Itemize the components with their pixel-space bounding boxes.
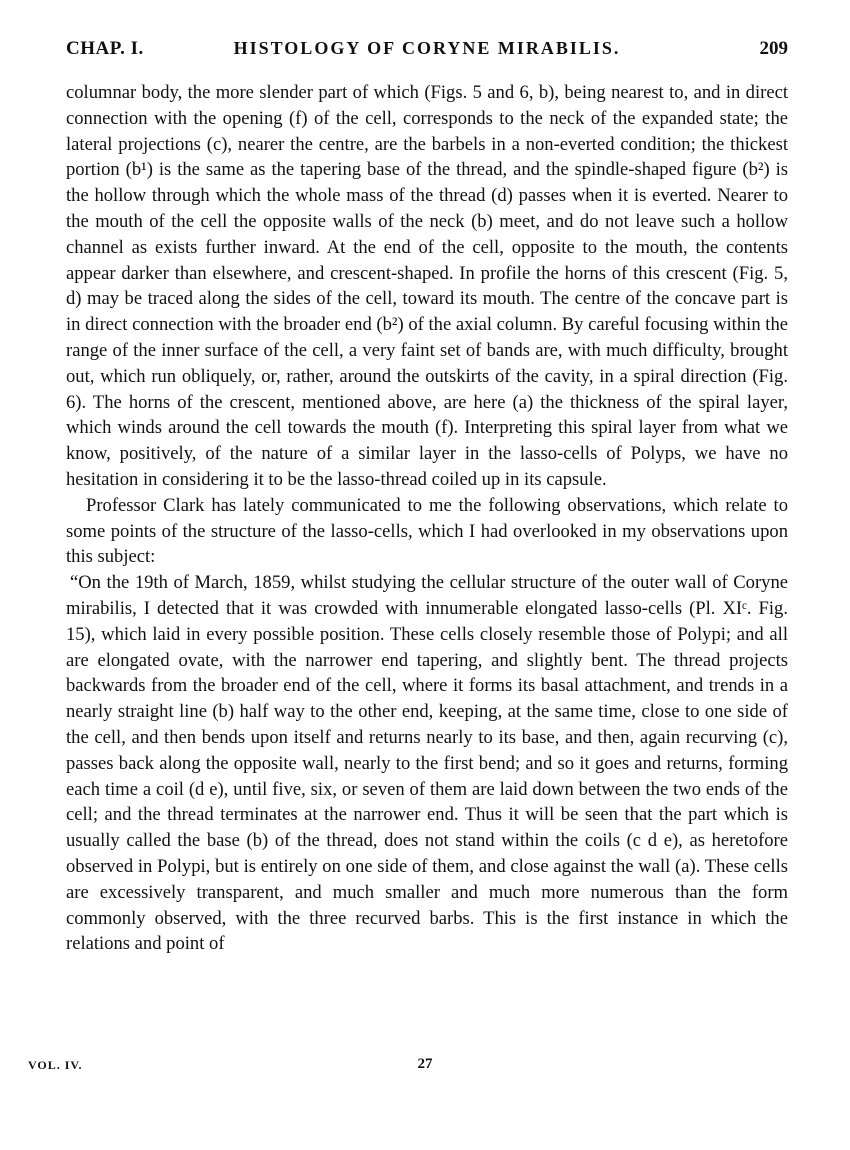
running-header [66,38,788,68]
running-title: HISTOLOGY OF CORYNE MIRABILIS. [233,38,621,58]
paragraph: columnar body, the more slender part of which (Figs. 5 and 6, b), being nearest to, and in direct connection with the opening (f) of the cell, corresponds to the neck of the expanded state; the lateral projections (c), nearer the centre, are the barbels in a non-everted condition; the thickest portion (b¹) is the same as the tapering base of the thread, and the spindle-shaped figure (b²) is the hollow through which the whole mass of the thread (d) passes when it is everted. Nearer to the mouth of the cell the opposite walls of the neck (b) meet, and do not leave such a hollow channel as exists further inward. At the end of the cell, opposite to the mouth, the contents appear darker than elsewhere, and crescent-shaped. In profile the horns of this crescent (Fig. 5, d) may be traced along the sides of the cell, toward its mouth. The centre of the concave part is in direct connection with the broader end (b²) of the axial column. By careful focusing within the range of the inner surface of the cell, a very faint set of bands are, with much difficulty, brought out, which run obliquely, or, rather, around the outskirts of the cavity, in a spiral direction (Fig. 6). The horns of the crescent, mentioned above, are here (a) the thickness of the spiral layer, which winds around the cell towards the mouth (f). Interpreting this spiral layer from what we know, positively, of the nature of a similar layer in the lasso-cells of Polyps, we have no hesitation in considering it to be the lasso-thread coiled up in its capsule. [66,82,788,490]
chapter-label: CHAP. I. [66,38,144,59]
paragraph: Professor Clark has lately communicated to me the following observations, which relate to some points of the structure of the lasso-cells, which I had overlooked in my observations upon this subject: [66,494,788,568]
signature-mark: 27 [417,1056,433,1072]
page-footer [0,1058,850,1078]
quoted-paragraph: “On the 19th of March, 1859, whilst studying the cellular structure of the outer wall of Coryne mirabilis, I detected that it was crowded with innumerable elongated lasso-cells (Pl. XIᶜ. Fig. 15), which laid in every possible position. These cells closely resemble those of Polypi; and all are elongated ovate, with the narrower end tapering, and slightly bent. The thread projects backwards from the broader end of the cell, where it forms its basal attachment, and trends in a nearly straight line (b) half way to the other end, keeping, at the same time, close to one side of the cell, and then bends upon itself and returns nearly to its base, and then, again recurving (c), passes back along the opposite wall, nearly to the first bend; and so it goes and returns, forming each time a coil (d e), until five, six, or seven of them are laid down between the two ends of the cell; and the thread terminates at the narrower end. Thus it will be seen that the part which is usually called the base (b) of the thread, does not stand within the coils (c d e), as heretofore observed in Polypi, but is entirely on one side of them, and close against the wall (a). These cells are excessively transparent, and much smaller and much more numerous than the form commonly observed, with the three recurved barbs. This is the first instance in which the relations and point of [66,572,788,955]
page [66,38,788,957]
volume-label: VOL. IV. [28,1058,83,1072]
page-number: 209 [759,38,788,59]
body-text [66,80,788,957]
